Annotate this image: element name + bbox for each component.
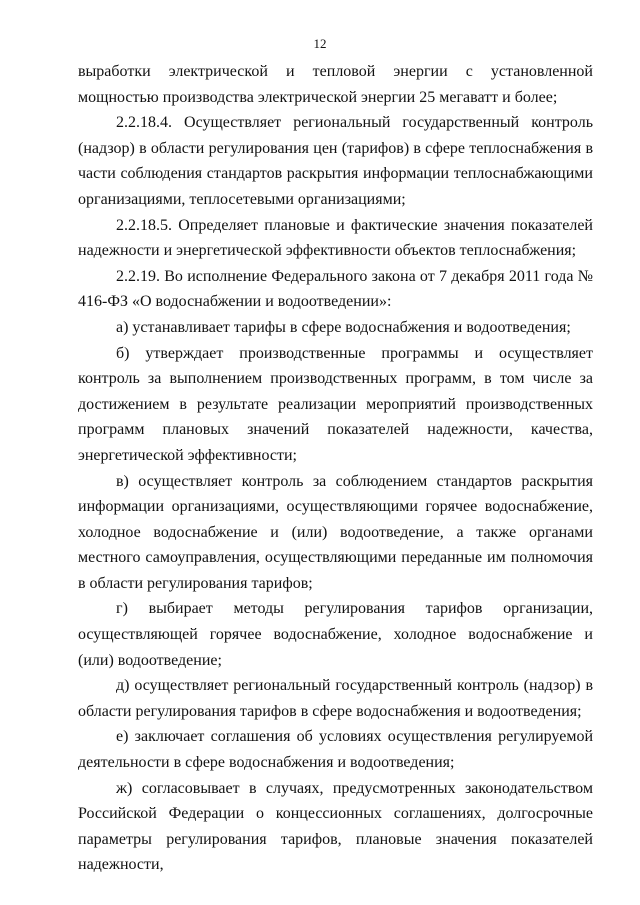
paragraph-continuation: выработки электрической и тепловой энергии с установленной мощностью производства электрической энергии 25 мегаватт и более;	[78, 63, 593, 106]
page-number: 12	[313, 36, 327, 51]
list-item-b: б) утверждает производственные программы и осуществляет контроль за выполнением производственных программ, в том числе за достижением в результате реализации мероприятий производственных программ плановых значений показателей надежности, качества, энергетической эффективности;	[78, 344, 593, 464]
list-item-d: д) осуществляет региональный государственный контроль (надзор) в области регулирования тарифов в сфере водоснабжения и водоотведения;	[78, 677, 593, 720]
list-item-zh: ж) согласовывает в случаях, предусмотренных законодательством Российской Федерации о концессионных соглашениях, долгосрочные параметры регулирования тарифов, плановые значения показателей надежности,	[78, 779, 593, 874]
paragraph-2-2-18-5: 2.2.18.5. Определяет плановые и фактические значения показателей надежности и энергетической эффективности объектов теплоснабжения;	[78, 216, 593, 260]
list-item-v: в) осуществляет контроль за соблюдением стандартов раскрытия информации организациями, осуществляющими горячее водоснабжение, холодное водоснабжение и (или) водоотведение, а также органами местного самоуправления, осуществляющими переданные им полномочия в области регулирования тарифов;	[78, 472, 593, 592]
list-item-e: е) заключает соглашения об условиях осуществления регулируемой деятельности в сфере водоснабжения и водоотведения;	[78, 728, 593, 772]
list-item-g: г) выбирает методы регулирования тарифов организации, осуществляющей горячее водоснабжение, холодное водоснабжение и (или) водоотведение;	[78, 600, 593, 669]
paragraph-2-2-18-4: 2.2.18.4. Осуществляет региональный государственный контроль (надзор) в области регулирования цен (тарифов) в сфере теплоснабжения в части соблюдения стандартов раскрытия информации теплоснабжающими организациями, теплосетевыми организациями;	[78, 114, 593, 208]
document-body	[78, 59, 593, 878]
list-item-a: а) устанавливает тарифы в сфере водоснабжения и водоотведения;	[116, 318, 571, 336]
paragraph-2-2-19: 2.2.19. Во исполнение Федерального закона от 7 декабря 2011 года № 416-ФЗ «О водоснабжении и водоотведении»:	[78, 267, 593, 311]
